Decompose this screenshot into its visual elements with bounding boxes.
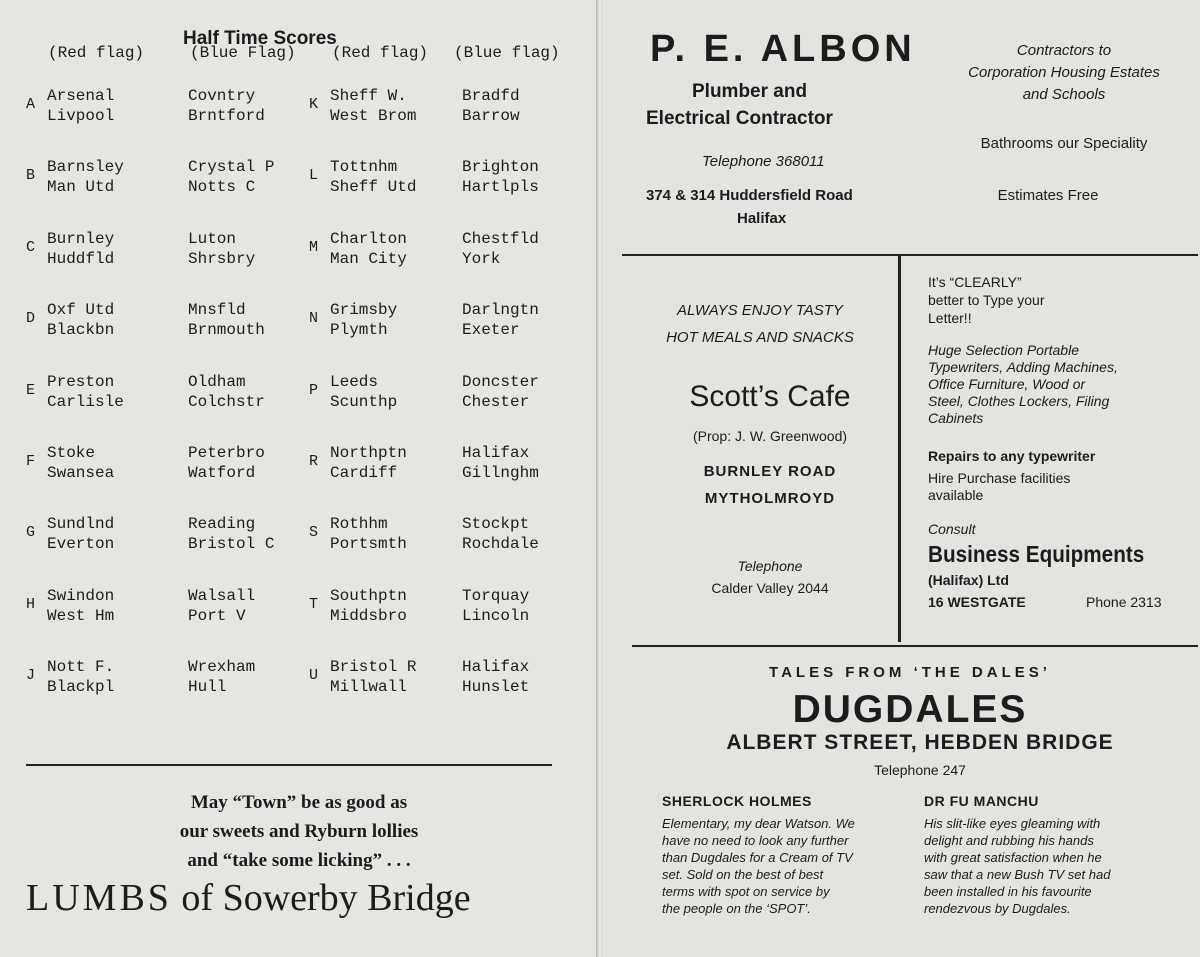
team-name: Luton [188,229,237,248]
team-name: Sundlnd [47,515,115,534]
scotts-address-2: MYTHOLMROYD [704,490,836,507]
team-name: Blackpl [47,678,115,697]
team-name: Bristol R [330,658,417,677]
lumbs-slogan-line-1: May “Town” be as good as [190,792,408,813]
team-name: Hartlpls [462,178,539,197]
lumbs-slogan [0,788,598,875]
dugdales-text-line: the people on the ‘SPOT’. [662,901,811,916]
team-name: Mnsfld [188,301,246,320]
dugdales-text-line: Elementary, my dear Watson. We [662,816,855,831]
row-letter: F [26,453,36,470]
row-letter: N [309,310,319,328]
column-header-blue-2: (Blue flag) [454,44,560,62]
team-name: Barnsley [47,158,124,177]
lumbs-name-main: LUMBS [26,877,172,919]
dugdales-text-line: than Dugdales for a Cream of TV [662,850,853,865]
albon-contractors-line-3: and Schools [1022,86,1106,103]
business-hire [928,470,1070,504]
business-consult: Consult [928,521,976,537]
scotts-address-1: BURNLEY ROAD [703,463,837,480]
team-name: Charlton [330,229,407,248]
scotts-address [622,458,918,512]
scotts-proprietor: (Prop: J. W. Greenwood) [692,428,848,444]
team-name: Port V [188,606,246,625]
team-name: Shrsbry [188,249,256,268]
albon-telephone: Telephone 368011 [702,153,825,170]
dugdales-col-1-title: SHERLOCK HOLMES [662,793,812,809]
row-letter: P [309,381,319,399]
business-intro-1: It’s “CLEARLY” [928,274,1022,290]
team-name: Rothhm [330,515,388,534]
team-name: Swansea [47,464,115,482]
row-letter: C [26,238,36,256]
team-name: Everton [47,535,115,554]
team-name: West Brom [330,107,417,125]
dugdales-text-line: with great satisfaction when he [924,850,1102,865]
team-name: Halifax [462,444,530,462]
team-name: Reading [188,515,256,534]
lumbs-name [26,876,471,920]
business-selection [928,342,1118,427]
albon-name: P. E. ALBON [650,28,916,70]
dugdales-name: DUGDALES [792,688,1028,731]
dugdales-text-line: have no need to look any further [662,833,849,848]
row-letter: U [309,667,319,685]
team-name: Blackbn [47,321,115,340]
scotts-name: Scott’s Cafe [689,380,851,413]
team-name: Bradfd [462,87,520,105]
column-header-red-1: (Red flag) [48,44,145,62]
dugdales-text-line: terms with spot on service by [662,884,830,899]
dugdales-address: ALBERT STREET, HEBDEN BRIDGE [726,731,1114,754]
business-hire-2: available [928,487,984,503]
team-name: West Hm [47,606,115,625]
team-name: Exeter [462,321,520,340]
row-letter: G [26,524,36,542]
team-name: Burnley [47,229,115,248]
albon-address-1: 374 & 314 Huddersfield Road [646,187,853,204]
team-name: York [462,249,501,268]
team-name: Livpool [47,107,115,125]
team-name: Brnmouth [188,321,265,340]
scotts-telephone-label: Telephone [737,558,803,574]
divider-line [26,764,552,766]
team-name: Watford [188,464,256,482]
team-name: Notts C [188,178,256,197]
business-address: 16 WESTGATE [928,594,1026,610]
albon-contractors-line-2: Corporation Housing Estates [968,64,1160,81]
team-name: Brighton [462,158,539,177]
team-name: Cardiff [330,464,398,482]
business-selection-1: Huge Selection Portable [928,342,1079,358]
team-name: Hunslet [462,678,530,697]
team-name: Man Utd [47,178,115,197]
team-name: Man City [330,249,407,268]
divider-line-top [622,254,1198,256]
team-name: Hull [188,678,227,697]
business-selection-4: Steel, Clothes Lockers, Filing [928,393,1110,409]
team-name: Oxf Utd [47,301,115,320]
row-letter: B [26,167,36,185]
team-name: Darlngtn [462,301,539,320]
team-name: Sheff Utd [330,178,417,197]
albon-line-2: Electrical Contractor [646,108,833,129]
row-letter: J [26,667,36,685]
team-name: Northptn [330,444,407,462]
team-name: Chestfld [462,229,539,248]
dugdales-text-line: been installed in his favourite [924,884,1092,899]
team-name: Wrexham [188,658,256,677]
albon-speciality: Bathrooms our Speciality [980,135,1148,152]
team-name: Gillnghm [462,464,539,482]
team-name: Torquay [462,586,530,605]
row-letter: R [309,453,319,470]
dugdales-text-line: delight and rubbing his hands [924,833,1094,848]
team-name: Walsall [188,586,256,605]
lumbs-slogan-line-2: our sweets and Ryburn lollies [179,821,419,842]
row-letter: S [309,524,319,542]
dugdales-col-2-title: DR FU MANCHU [924,793,1039,809]
albon-line-1: Plumber and [692,81,808,102]
albon-contractors-line-1: Contractors to [1016,42,1112,59]
right-page [602,0,1200,957]
dugdales-text-line: set. Sold on the best of best [662,867,824,882]
row-letter: A [26,96,36,113]
column-header-red-2: (Red flag) [332,44,429,62]
dugdales-text-line: His slit-like eyes gleaming with [924,816,1101,831]
team-name: Arsenal [47,87,115,105]
business-intro-3: Letter!! [928,310,972,326]
dugdales-text-line: rendezvous by Dugdales. [924,901,1071,916]
row-letter: E [26,381,36,399]
team-name: Barrow [462,107,520,125]
business-intro [928,273,1044,327]
business-selection-2: Typewriters, Adding Machines, [928,359,1118,375]
dugdales-col-1-text [662,815,910,917]
team-name: Swindon [47,586,115,605]
team-name: Millwall [330,678,407,697]
half-time-scores-title: Half Time Scores [183,28,337,49]
dugdales-col-2-text [924,815,1174,917]
business-name: Business Equipments [928,541,1145,567]
team-name: Sheff W. [330,87,407,105]
column-header-blue-1: (Blue Flag) [190,44,296,62]
team-name: Bristol C [188,535,275,554]
team-name: Halifax [462,658,530,677]
team-name: Peterbro [188,444,265,462]
team-name: Lincoln [462,606,530,625]
row-letter: M [309,238,319,256]
team-name: Brntford [188,107,265,125]
team-name: Portsmth [330,535,407,554]
divider-line-bottom [632,645,1198,647]
team-name: Stockpt [462,515,530,534]
team-name: Rochdale [462,535,539,554]
row-letter: H [26,595,36,613]
team-name: Huddfld [47,249,115,268]
team-name: Tottnhm [330,158,398,177]
team-name: Southptn [330,586,407,605]
row-letter: T [309,595,319,613]
team-name: Carlisle [47,392,124,411]
team-name: Doncster [462,372,539,391]
team-name: Scunthp [330,392,398,411]
team-name: Middsbro [330,606,407,625]
business-repairs: Repairs to any typewriter [928,448,1096,464]
business-phone: Phone 2313 [1086,594,1162,610]
team-name: Oldham [188,372,246,391]
dugdales-text-line: saw that a new Bush TV set had [924,867,1111,882]
dugdales-header: TALES FROM ‘THE DALES’ [769,664,1051,681]
row-letter: L [309,167,319,185]
business-selection-5: Cabinets [928,410,984,426]
team-name: Chester [462,392,530,411]
team-name: Nott F. [47,658,115,677]
row-letter: D [26,310,36,328]
row-letter: K [309,96,319,113]
team-name: Leeds [330,372,379,391]
business-hire-1: Hire Purchase facilities [928,470,1071,486]
scotts-tagline [622,297,898,351]
team-name: Grimsby [330,301,398,320]
business-selection-3: Office Furniture, Wood or [928,376,1086,392]
team-name: Plymth [330,321,388,340]
business-intro-2: better to Type your [928,292,1045,308]
dugdales-telephone: Telephone 247 [874,762,966,778]
team-name: Covntry [188,87,256,105]
albon-estimates: Estimates Free [997,187,1099,204]
lumbs-slogan-line-3: and “take some licking” . . . [187,850,411,871]
team-name: Stoke [47,444,96,462]
team-name: Preston [47,372,115,391]
scotts-tagline-2: HOT MEALS AND SNACKS [666,329,854,346]
scotts-telephone: Calder Valley 2044 [711,580,829,596]
albon-address-2: Halifax [737,210,787,227]
scotts-tagline-1: ALWAYS ENJOY TASTY [677,302,843,319]
business-name-sub: (Halifax) Ltd [928,572,1009,588]
left-page [0,0,598,957]
lumbs-name-rest: of Sowerby Bridge [171,877,471,919]
team-name: Colchstr [188,392,265,411]
albon-contractors [940,40,1188,106]
team-name: Crystal P [188,158,275,177]
